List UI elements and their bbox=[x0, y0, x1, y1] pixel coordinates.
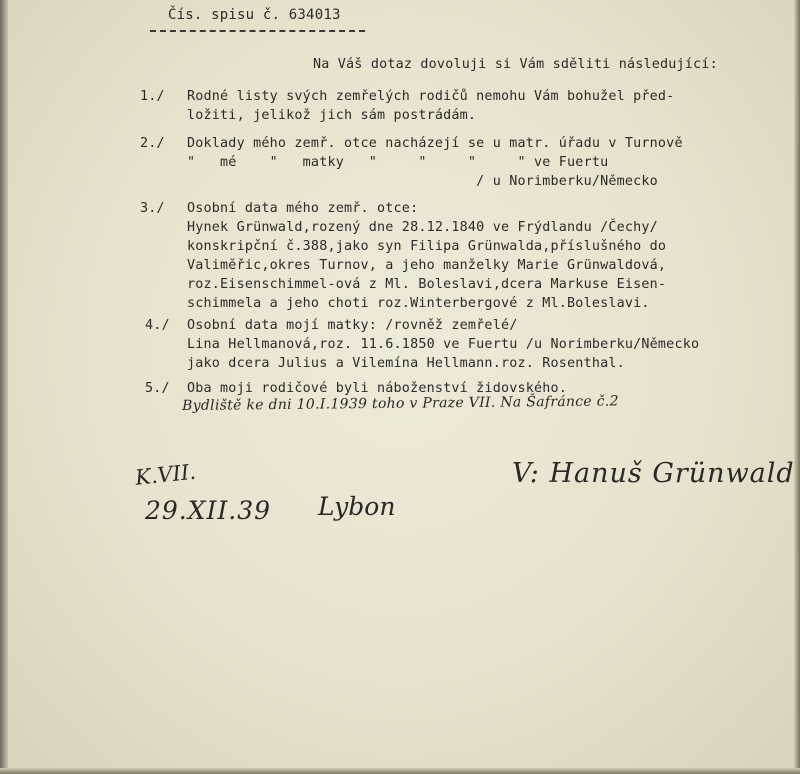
item-number: 5./ bbox=[145, 381, 170, 396]
handwritten-address-line: Bydliště ke dni 10.I.1939 toho v Praze VII. Na Šafránce č.2 bbox=[182, 393, 619, 414]
item-line: Rodné listy svých zemřelých rodičů nemohu Vám bohužel před- bbox=[187, 89, 675, 104]
handwritten-note-date: 29.XII.39 bbox=[145, 496, 272, 525]
item-number: 4./ bbox=[145, 318, 170, 333]
handwritten-note-reference: K.VII. bbox=[134, 459, 197, 490]
item-number: 1./ bbox=[140, 89, 165, 104]
item-line: Hynek Grünwald,rozený dne 28.12.1840 ve Frýdlandu /Čechy/ bbox=[187, 220, 658, 235]
item-line: ložiti, jelikož jich sám postrádám. bbox=[187, 108, 477, 123]
item-line: roz.Eisenschimmel-ová z Ml. Boleslavi,dcera Markuse Eisen- bbox=[187, 277, 667, 292]
file-reference-number: Čís. spisu č. 634013 bbox=[168, 7, 341, 23]
page-edge-shadow-bottom bbox=[0, 768, 800, 774]
item-line: " mé " matky " " " " ve Fuertu bbox=[187, 155, 609, 170]
item-number: 2./ bbox=[140, 136, 165, 151]
item-line: konskripční č.388,jako syn Filipa Grünwalda,příslušného do bbox=[187, 239, 667, 254]
item-line: / u Norimberku/Německo bbox=[187, 174, 658, 189]
item-line: Osobní data mojí matky: /rovněž zemřelé/ bbox=[187, 318, 518, 333]
handwritten-note-initials: Lybon bbox=[318, 492, 396, 521]
item-line: Oba moji rodičové byli náboženství židovského. bbox=[187, 381, 568, 396]
page-edge-shadow-left bbox=[0, 0, 8, 774]
item-line: jako dcera Julius a Vilemína Hellmann.roz. Rosenthal. bbox=[187, 356, 625, 371]
page-edge-shadow-right bbox=[794, 0, 800, 774]
signature: V: Hanuš Grünwald bbox=[512, 458, 795, 489]
item-line: schimmela a jeho choti roz.Winterbergové z Ml.Boleslavi. bbox=[187, 296, 650, 311]
header-dashed-rule bbox=[150, 30, 365, 32]
item-line: Doklady mého zemř. otce nacházejí se u matr. úřadu v Turnově bbox=[187, 136, 683, 151]
item-line: Osobní data mého zemř. otce: bbox=[187, 201, 419, 216]
item-line: Valiměřic,okres Turnov, a jeho manželky Marie Grünwaldová, bbox=[187, 258, 667, 273]
item-number: 3./ bbox=[140, 201, 165, 216]
intro-line: Na Váš dotaz dovoluji si Vám sděliti následující: bbox=[313, 57, 718, 72]
item-line: Lina Hellmanová,roz. 11.6.1850 ve Fuertu /u Norimberku/Německo bbox=[187, 337, 700, 352]
